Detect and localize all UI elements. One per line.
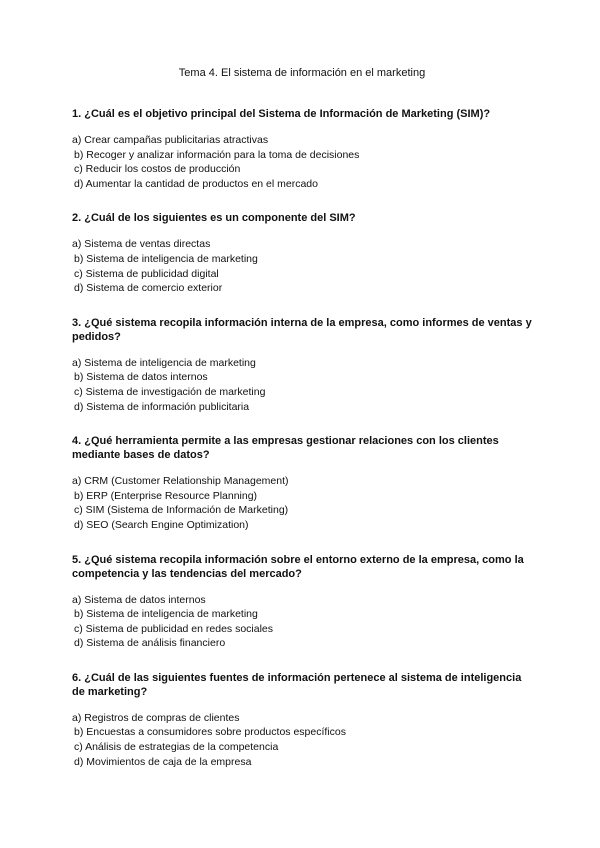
question-1 [72,107,532,191]
question-text: 1. ¿Cuál es el objetivo principal del Sistema de Información de Marketing (SIM)? [72,108,491,120]
option-d: d) Sistema de información publicitaria [74,400,250,413]
option-a: a) Sistema de inteligencia de marketing [72,356,256,369]
question-4 [72,434,532,532]
option-b: b) Encuestas a consumidores sobre productos específicos [74,726,346,739]
option-c: c) Sistema de publicidad en redes sociales [74,622,274,635]
option-d: d) Sistema de comercio exterior [74,282,223,295]
question-5 [72,553,532,651]
options-list [72,133,532,191]
option-b: b) Sistema de inteligencia de marketing [74,608,258,621]
question-text: 5. ¿Qué sistema recopila información sobre el entorno externo de la empresa, como la competencia y las tendencias del mercado? [72,553,524,580]
options-list [72,356,532,414]
option-b: b) ERP (Enterprise Resource Planning) [74,489,258,502]
option-c: c) SIM (Sistema de Información de Marketing) [74,504,289,517]
question-3 [72,316,532,414]
option-a: a) Registros de compras de clientes [72,711,240,724]
options-list [72,593,532,651]
option-d: d) Aumentar la cantidad de productos en el mercado [74,177,318,190]
option-c: c) Análisis de estrategias de la competencia [74,741,279,754]
question-text: 6. ¿Cuál de las siguientes fuentes de información pertenece al sistema de inteligencia de marketing? [72,671,522,698]
question-2 [72,211,532,295]
option-b: b) Recoger y analizar información para la toma de decisiones [74,148,360,161]
option-b: b) Sistema de datos internos [74,371,208,384]
document-page [72,66,532,789]
document-title: Tema 4. El sistema de información en el marketing [178,67,426,79]
option-a: a) Crear campañas publicitarias atractivas [72,134,269,146]
options-list [72,474,532,532]
options-list [72,711,532,769]
option-d: d) Movimientos de caja de la empresa [74,755,252,768]
option-a: a) Sistema de ventas directas [72,238,211,251]
option-c: c) Sistema de publicidad digital [74,267,219,280]
option-d: d) Sistema de análisis financiero [74,637,226,650]
option-a: a) Sistema de datos internos [72,593,206,606]
option-a: a) CRM (Customer Relationship Management) [72,475,289,488]
option-c: c) Sistema de investigación de marketing [74,385,266,398]
question-6 [72,671,532,769]
option-b: b) Sistema de inteligencia de marketing [74,252,258,265]
options-list [72,237,532,295]
question-text: 2. ¿Cuál de los siguientes es un componente del SIM? [72,212,356,225]
option-d: d) SEO (Search Engine Optimization) [74,518,249,531]
option-c: c) Reducir los costos de producción [74,163,241,176]
question-text: 3. ¿Qué sistema recopila información interna de la empresa, como informes de ventas y pedidos? [72,316,532,343]
question-text: 4. ¿Qué herramienta permite a las empresas gestionar relaciones con los clientes mediante bases de datos? [72,435,499,462]
